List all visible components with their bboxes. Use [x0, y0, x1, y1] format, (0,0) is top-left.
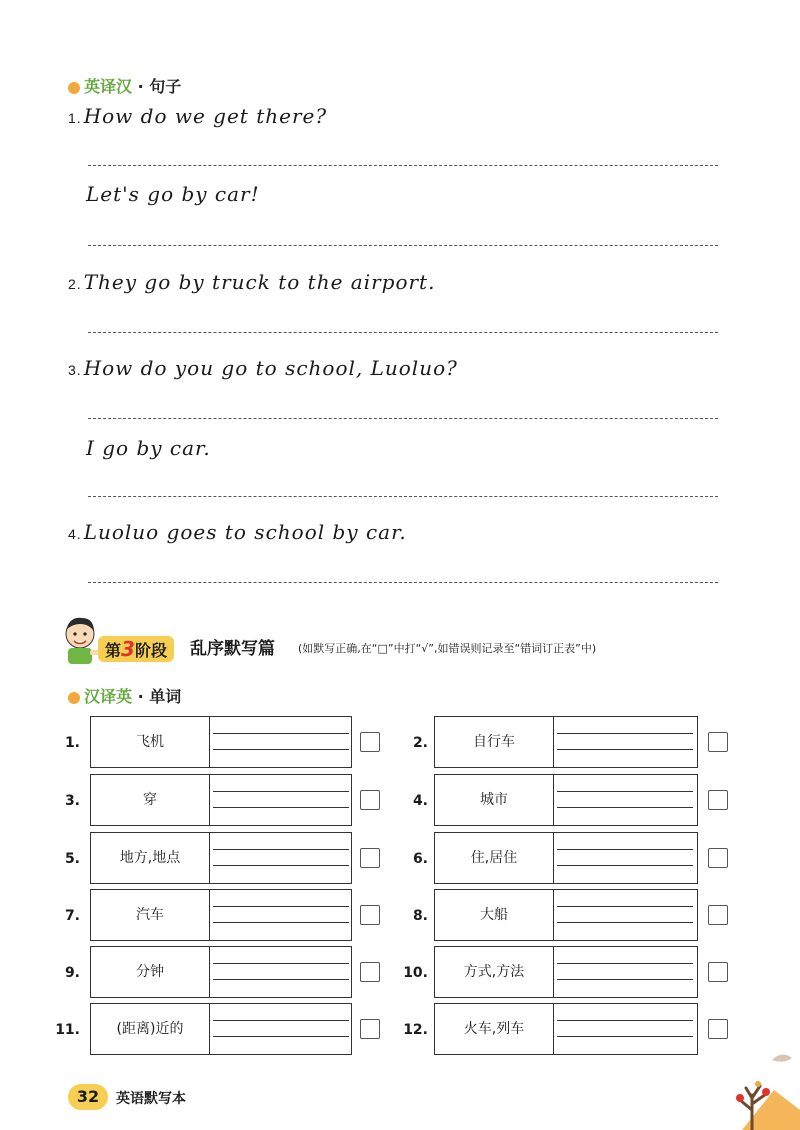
- answer-line[interactable]: [88, 165, 718, 166]
- word-number: 11.: [55, 1022, 80, 1038]
- word-number: 5.: [64, 851, 80, 867]
- answer-line[interactable]: [88, 332, 718, 333]
- handwritten-answer-1: Let's go by car!: [86, 182, 260, 206]
- writing-line[interactable]: [557, 733, 693, 734]
- writing-line[interactable]: [213, 791, 349, 792]
- writing-line[interactable]: [557, 963, 693, 964]
- writing-line[interactable]: [213, 733, 349, 734]
- word-cell: [90, 774, 352, 826]
- sentence-4: 4. Luoluo goes to school by car.: [68, 520, 407, 544]
- writing-line[interactable]: [213, 979, 349, 980]
- writing-line[interactable]: [557, 865, 693, 866]
- writing-line[interactable]: [557, 922, 693, 923]
- handwritten-answer-3: I go by car.: [86, 436, 211, 460]
- check-box[interactable]: [360, 1019, 380, 1039]
- word-cell: [90, 889, 352, 941]
- word-number: 2.: [412, 735, 428, 751]
- section-header-en-to-zh: [68, 74, 181, 97]
- check-box[interactable]: [708, 732, 728, 752]
- answer-line[interactable]: [88, 582, 718, 583]
- word-number: 10.: [403, 965, 428, 981]
- section-header-zh-to-en: [68, 684, 181, 707]
- word-chinese: 飞机: [91, 717, 210, 767]
- word-chinese: 火车,列车: [435, 1004, 554, 1054]
- section-title: 英译汉: [84, 77, 133, 96]
- writing-line[interactable]: [213, 749, 349, 750]
- check-box[interactable]: [360, 848, 380, 868]
- writing-line[interactable]: [557, 749, 693, 750]
- word-chinese: 汽车: [91, 890, 210, 940]
- sentence-3: 3. How do you go to school, Luoluo?: [68, 356, 458, 380]
- check-box[interactable]: [360, 732, 380, 752]
- word-cell: [434, 774, 698, 826]
- section-title: 汉译英: [84, 687, 133, 706]
- word-chinese: (距离)近的: [91, 1004, 210, 1054]
- word-number: 4.: [412, 793, 428, 809]
- writing-line[interactable]: [557, 807, 693, 808]
- writing-line[interactable]: [213, 849, 349, 850]
- word-chinese: 穿: [91, 775, 210, 825]
- page-number: 32: [68, 1084, 108, 1110]
- check-box[interactable]: [708, 1019, 728, 1039]
- stage-badge: 第3阶段: [98, 636, 174, 662]
- word-cell: [434, 889, 698, 941]
- check-box[interactable]: [708, 905, 728, 925]
- writing-line[interactable]: [557, 1036, 693, 1037]
- answer-line[interactable]: [88, 245, 718, 246]
- word-cell: [434, 716, 698, 768]
- word-number: 9.: [64, 965, 80, 981]
- word-number: 7.: [64, 908, 80, 924]
- word-number: 1.: [64, 735, 80, 751]
- word-chinese: 城市: [435, 775, 554, 825]
- word-cell: [434, 832, 698, 884]
- section-subtitle: · 单词: [137, 687, 182, 706]
- bullet-dot-icon: [68, 82, 80, 94]
- check-box[interactable]: [360, 790, 380, 810]
- writing-line[interactable]: [557, 1020, 693, 1021]
- word-cell: [90, 832, 352, 884]
- writing-line[interactable]: [213, 807, 349, 808]
- word-number: 3.: [64, 793, 80, 809]
- book-title: 英语默写本: [116, 1091, 186, 1107]
- writing-line[interactable]: [213, 906, 349, 907]
- check-box[interactable]: [360, 962, 380, 982]
- writing-line[interactable]: [213, 963, 349, 964]
- sentence-2: 2. They go by truck to the airport.: [68, 270, 436, 294]
- word-cell: [434, 1003, 698, 1055]
- writing-line[interactable]: [557, 906, 693, 907]
- word-number: 6.: [412, 851, 428, 867]
- check-box[interactable]: [708, 848, 728, 868]
- writing-line[interactable]: [213, 922, 349, 923]
- word-number: 12.: [403, 1022, 428, 1038]
- answer-line[interactable]: [88, 418, 718, 419]
- check-box[interactable]: [708, 790, 728, 810]
- autumn-tree-icon: [712, 1040, 800, 1130]
- writing-line[interactable]: [213, 865, 349, 866]
- bullet-dot-icon: [68, 692, 80, 704]
- word-cell: [90, 946, 352, 998]
- writing-line[interactable]: [213, 1020, 349, 1021]
- word-number: 8.: [412, 908, 428, 924]
- section-subtitle: · 句子: [137, 77, 182, 96]
- word-chinese: 自行车: [435, 717, 554, 767]
- word-cell: [90, 1003, 352, 1055]
- check-box[interactable]: [360, 905, 380, 925]
- writing-line[interactable]: [557, 849, 693, 850]
- writing-line[interactable]: [557, 791, 693, 792]
- word-chinese: 住,居住: [435, 833, 554, 883]
- writing-line[interactable]: [213, 1036, 349, 1037]
- stage-title: 乱序默写篇: [190, 639, 275, 659]
- word-cell: [434, 946, 698, 998]
- word-cell: [90, 716, 352, 768]
- sentence-1: 1. How do we get there?: [68, 104, 328, 128]
- answer-line[interactable]: [88, 496, 718, 497]
- writing-line[interactable]: [557, 979, 693, 980]
- word-chinese: 地方,地点: [91, 833, 210, 883]
- word-chinese: 方式,方法: [435, 947, 554, 997]
- word-chinese: 大船: [435, 890, 554, 940]
- word-chinese: 分钟: [91, 947, 210, 997]
- check-box[interactable]: [708, 962, 728, 982]
- stage-instruction: (如默写正确,在“□”中打“√”,如错误则记录至“错词订正表”中): [298, 642, 597, 655]
